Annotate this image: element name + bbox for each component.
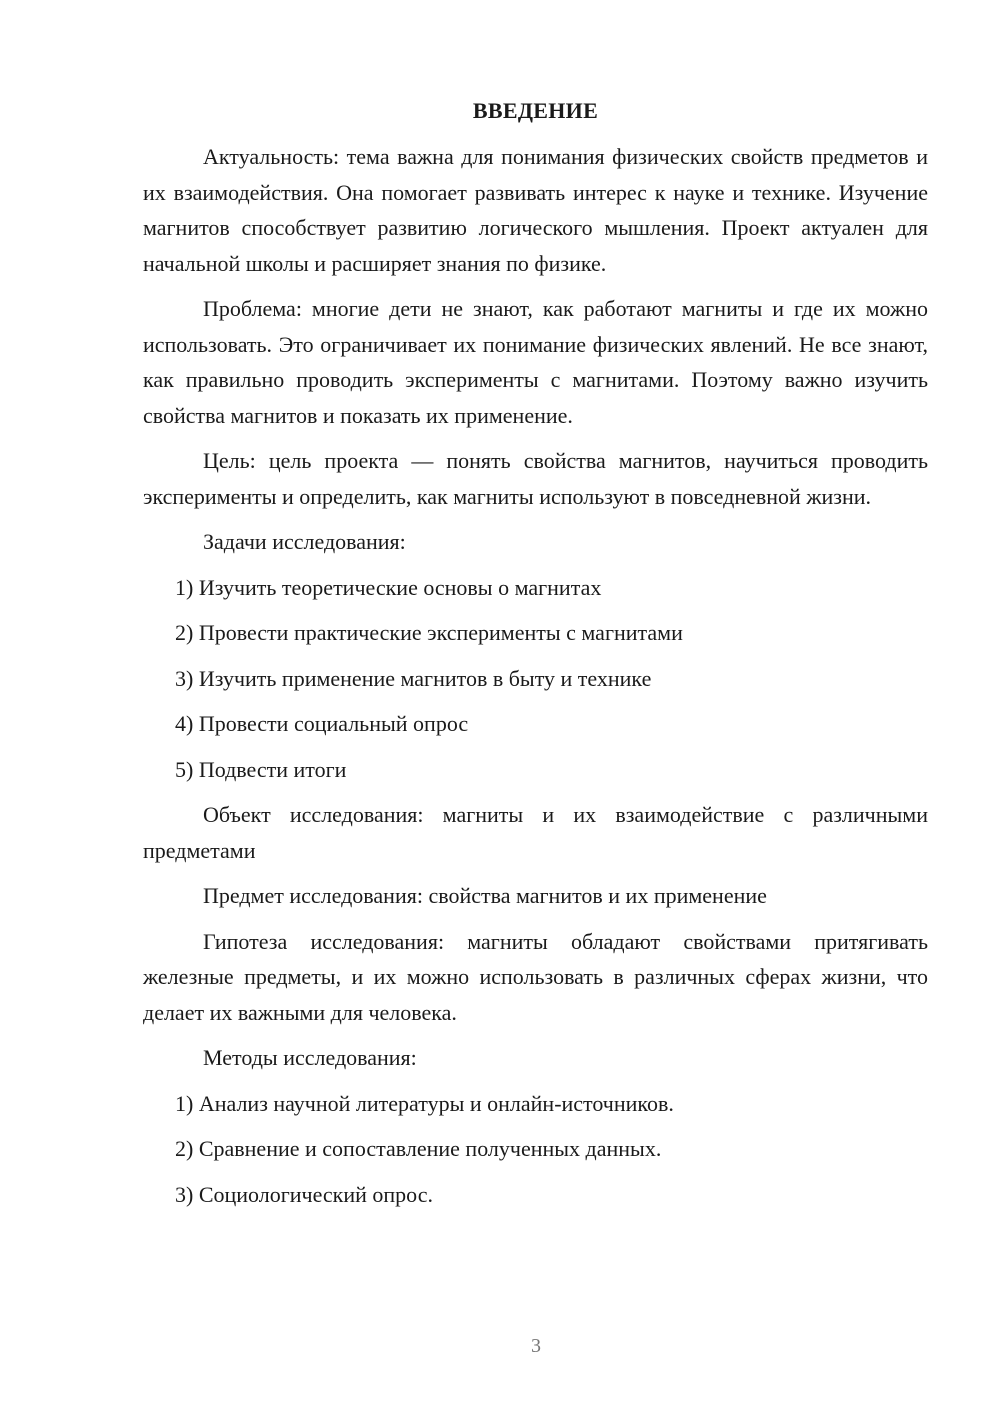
methods-list — [143, 1086, 928, 1213]
goal-paragraph: Цель: цель проекта — понять свойства магнитов, научиться проводить эксперименты и определить, как магниты используют в повседневной жизни. — [143, 448, 928, 509]
object-paragraph: Объект исследования: магниты и их взаимодействие с различными предметами — [143, 802, 928, 863]
methods-heading: Методы исследования: — [203, 1045, 417, 1070]
list-item: 2) Сравнение и сопоставление полученных данных. — [175, 1136, 662, 1161]
hypothesis-paragraph: Гипотеза исследования: магниты обладают свойствами притягивать железные предметы, и их можно использовать в различных сферах жизни, что делает их важными для человека. — [143, 928, 928, 1025]
page-content — [143, 95, 928, 1212]
problem-paragraph: Проблема: многие дети не знают, как работают магниты и где их можно использовать. Это ограничивает их понимание физических явлений. Не все знают, как правильно проводить эксперименты с магнитами. Поэтому важно изучить свойства магнитов и показать их применение. — [143, 296, 928, 428]
list-item: 2) Провести практические эксперименты с магнитами — [175, 620, 683, 645]
list-item: 1) Анализ научной литературы и онлайн-источников. — [175, 1090, 674, 1116]
list-item: 4) Провести социальный опрос — [175, 711, 469, 736]
list-item: 3) Изучить применение магнитов в быту и технике — [175, 665, 652, 691]
section-heading: ВВЕДЕНИЕ — [472, 98, 599, 123]
tasks-heading: Задачи исследования: — [203, 529, 406, 554]
page-number: 3 — [531, 1335, 541, 1357]
relevance-paragraph: Актуальность: тема важна для понимания физических свойств предметов и их взаимодействия. Она помогает развивать интерес к науке и технике. Изучение магнитов способствует развитию логического мышления. Проект актуален для начальной школы и расширяет знания по физике. — [143, 144, 928, 276]
subject-paragraph: Предмет исследования: свойства магнитов и их применение — [203, 883, 767, 908]
list-item: 3) Социологический опрос. — [175, 1181, 433, 1207]
tasks-list — [143, 570, 928, 788]
list-item: 1) Изучить теоретические основы о магнитах — [175, 574, 602, 600]
spacer — [143, 787, 928, 797]
list-item: 5) Подвести итоги — [175, 756, 347, 782]
